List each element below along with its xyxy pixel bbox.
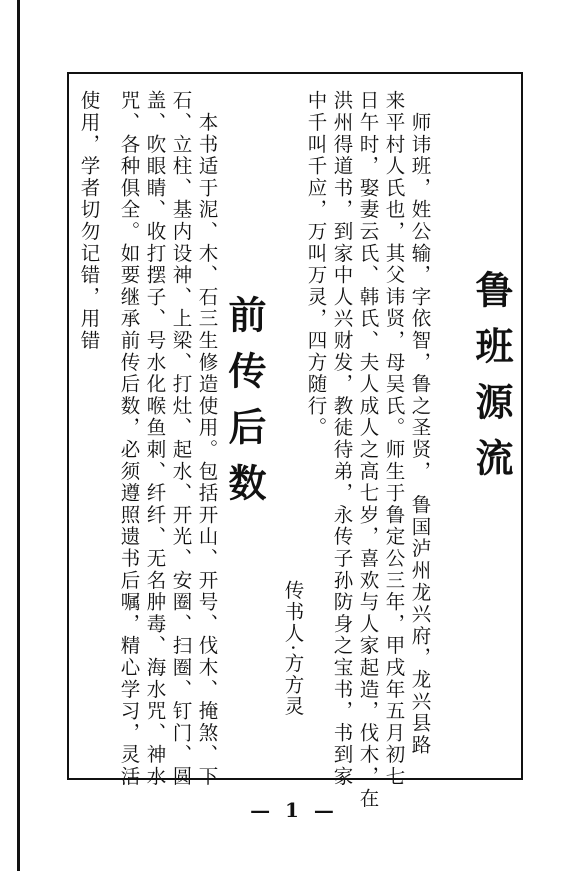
section2-title: 前传后数 [222, 295, 267, 519]
section1-title: 鲁班源流 [469, 270, 514, 494]
section2-column: 本书适于泥、木、石三生修造使用。包括开山、开号、伐木、掩煞、下 [195, 90, 219, 788]
page-number: — 1 — [250, 798, 338, 822]
section1-column: 师讳班，姓公输，字依智，鲁之圣贤， 鲁国泸州龙兴府，龙兴县路 [408, 90, 432, 757]
section2-column: 咒、各种俱全。如要继承前传后数，必须遵照遗书后嘱，精心学习，灵活 [117, 90, 141, 788]
section1-column: 洪州得道书，到家中人兴财发，教徒待弟，永传子孙防身之宝书，书到家 [330, 90, 354, 788]
section1-column: 日午时，娶妻云氏、韩氏、夫人成人之高七岁，喜欢与人家起造，伐木，在 [356, 90, 380, 810]
section1-column: 中千叫千应，万叫万灵，四方随行。 [304, 90, 328, 439]
attribution: 传书人·方方灵 [281, 580, 305, 718]
binding-edge-rule [17, 0, 20, 871]
section1-column: 来平村人氏也，其父讳贤，母吴氏。师生于鲁定公三年，甲戌年五月初七 [382, 90, 406, 788]
section2-column: 石、立柱、基内设神、上梁、打灶、起水、开光、安圈、扫圈、钉门、圆 [169, 90, 193, 788]
section2-column: 使用，学者切勿记错，用错 [77, 90, 101, 352]
section2-column: 盖、吹眼睛、收打摆子、号水化喉鱼刺、纤纤、无名肿毒、海水咒、神水 [143, 90, 167, 788]
